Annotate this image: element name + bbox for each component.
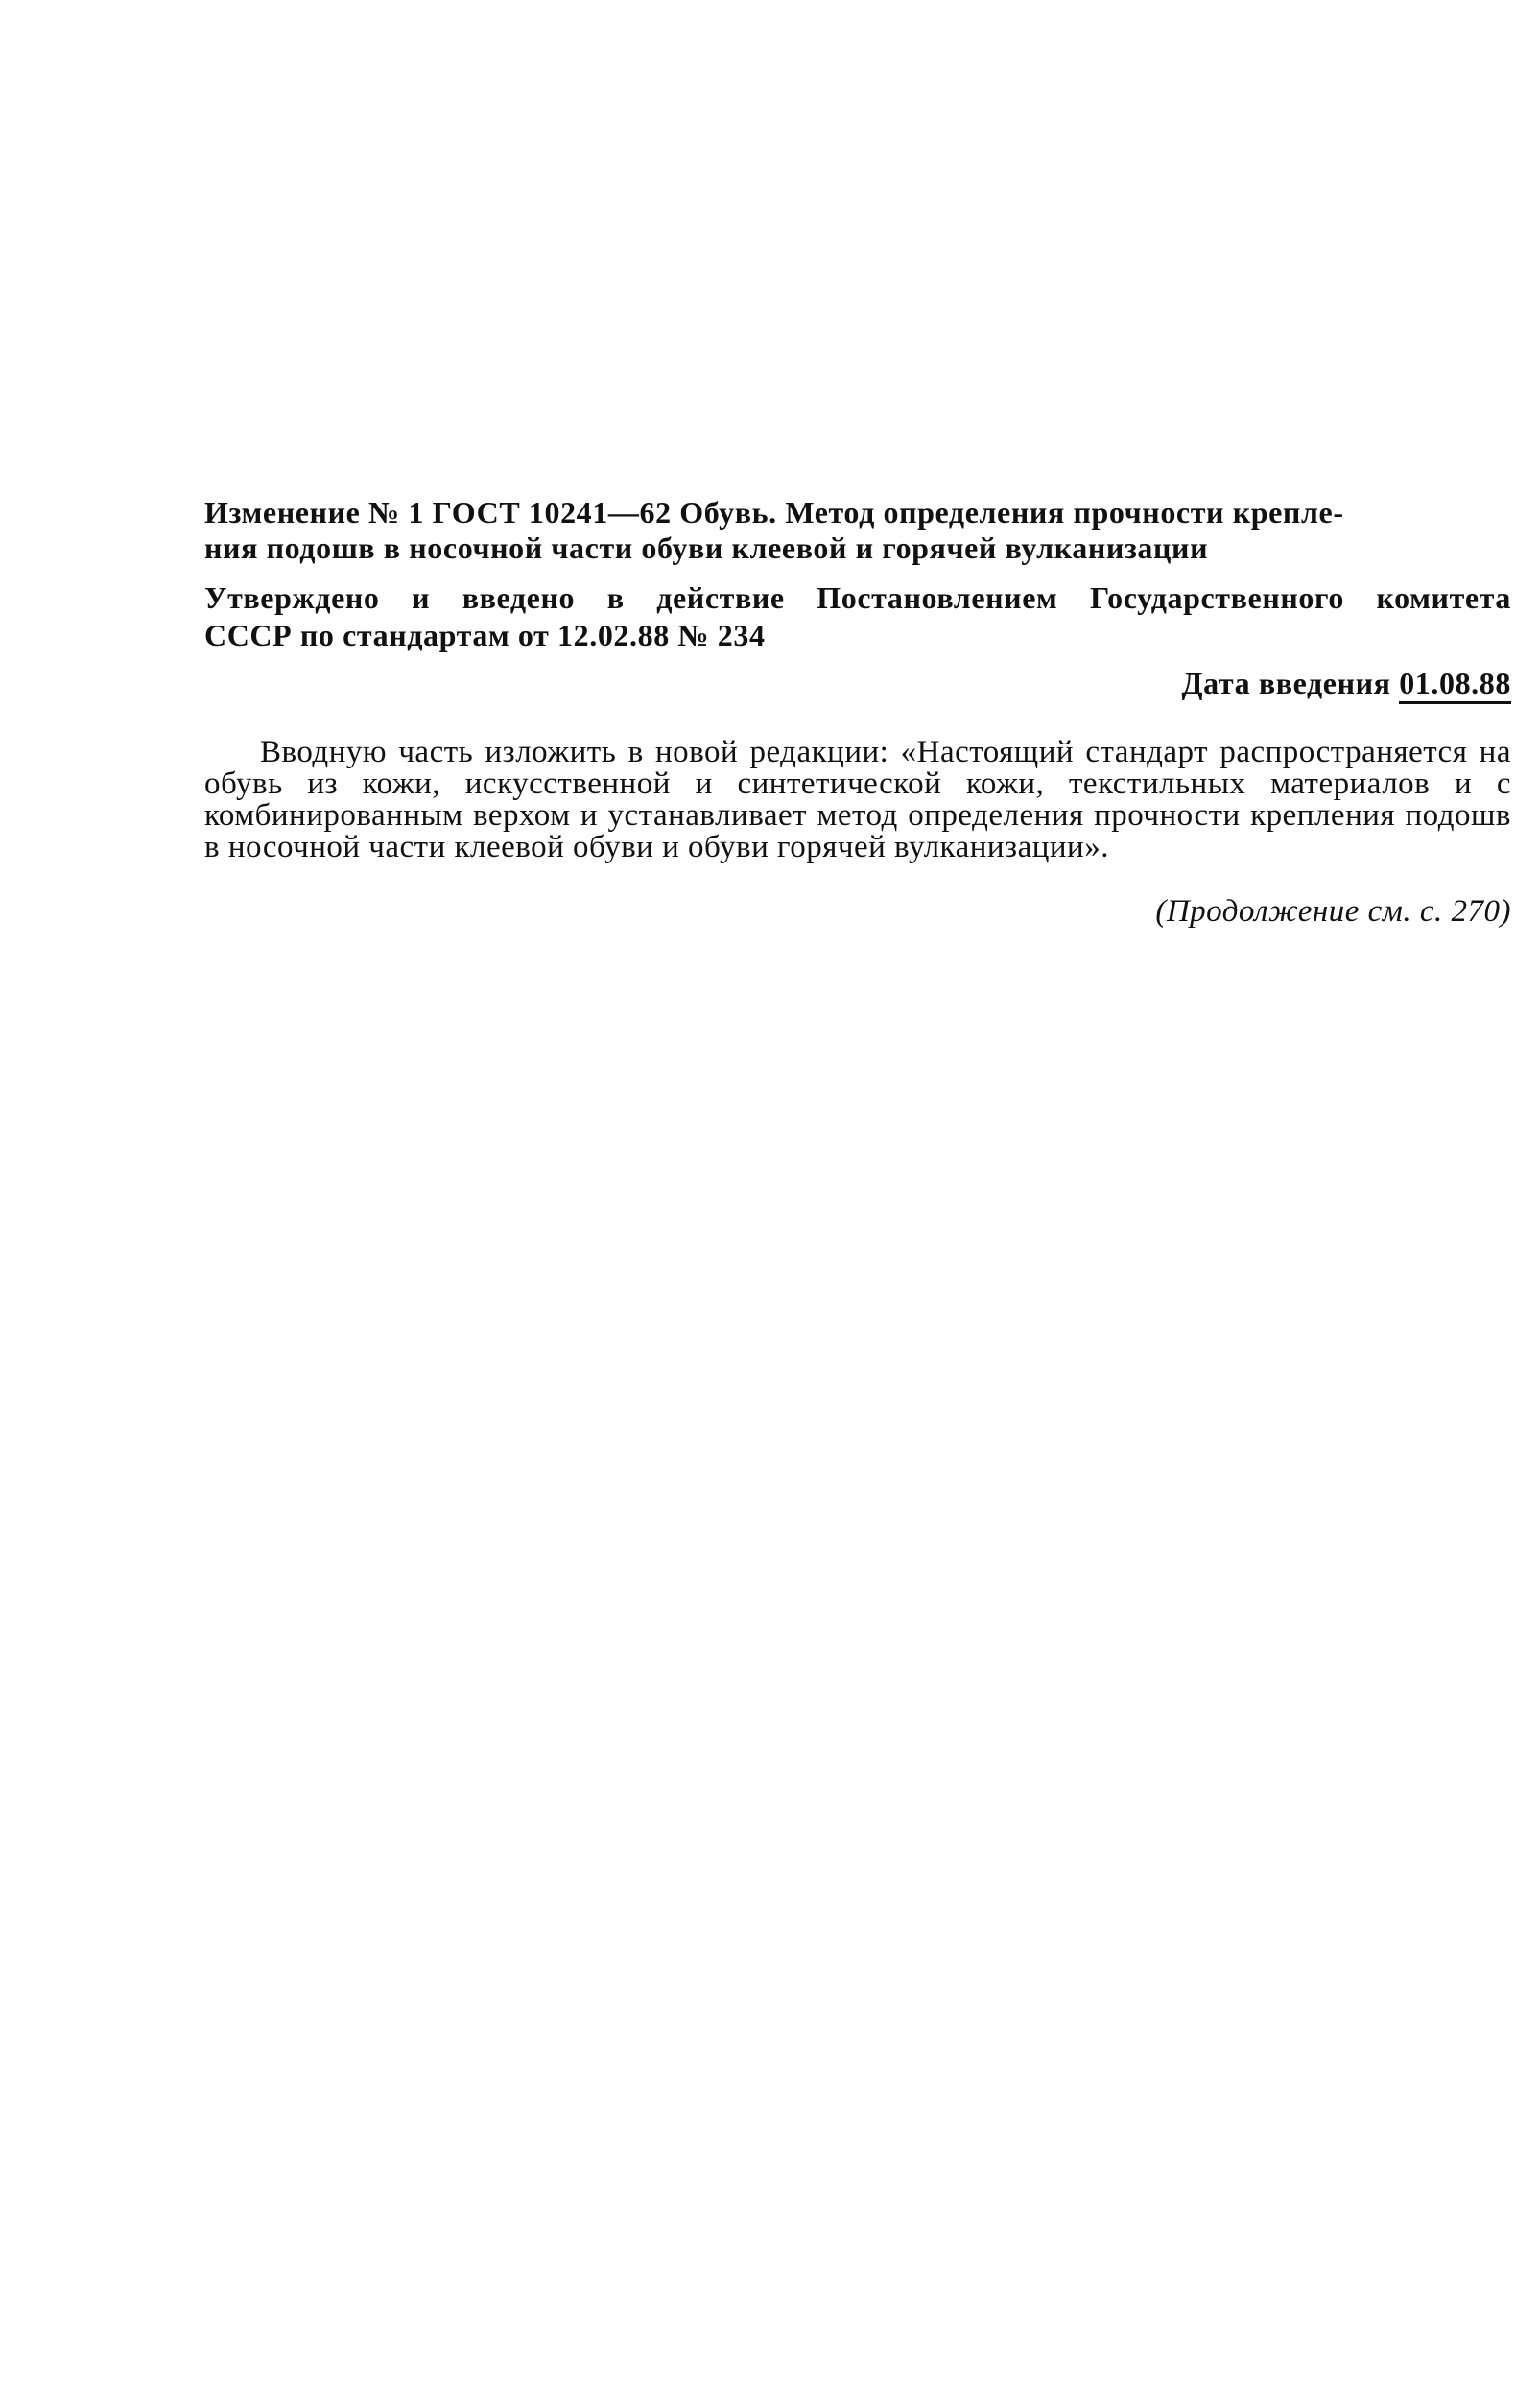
title-line-1: Изменение № 1 ГОСТ 10241—62 Обувь. Метод определения прочности крепле-	[204, 495, 1344, 530]
document-title	[204, 495, 1511, 566]
approval-line-1: Утверждено и введено в действие Постановлением Государственного комитета	[204, 580, 1511, 615]
title-line-2: ния подошв в носочной части обуви клеевой и горячей вулканизации	[204, 531, 1209, 565]
approval-statement	[204, 579, 1511, 654]
approval-line-2: СССР по стандартам от 12.02.88 № 234	[204, 618, 766, 652]
body-paragraph: Вводную часть изложить в новой редакции: «Настоящий стандарт распространяется на обувь из кожи, искусственной и синтетической кожи, текстильных материалов и с комбинированным верхом и устанавливает метод определения прочности крепления подошв в носочной части клеевой обуви и обуви горячей вулканизации».	[204, 735, 1511, 864]
document-page	[204, 495, 1511, 931]
continuation-note: (Продолжение см. с. 270)	[1155, 894, 1511, 929]
effective-date-label: Дата введения	[1181, 666, 1391, 700]
effective-date	[204, 664, 1511, 704]
effective-date-value: 01.08.88	[1399, 666, 1511, 704]
